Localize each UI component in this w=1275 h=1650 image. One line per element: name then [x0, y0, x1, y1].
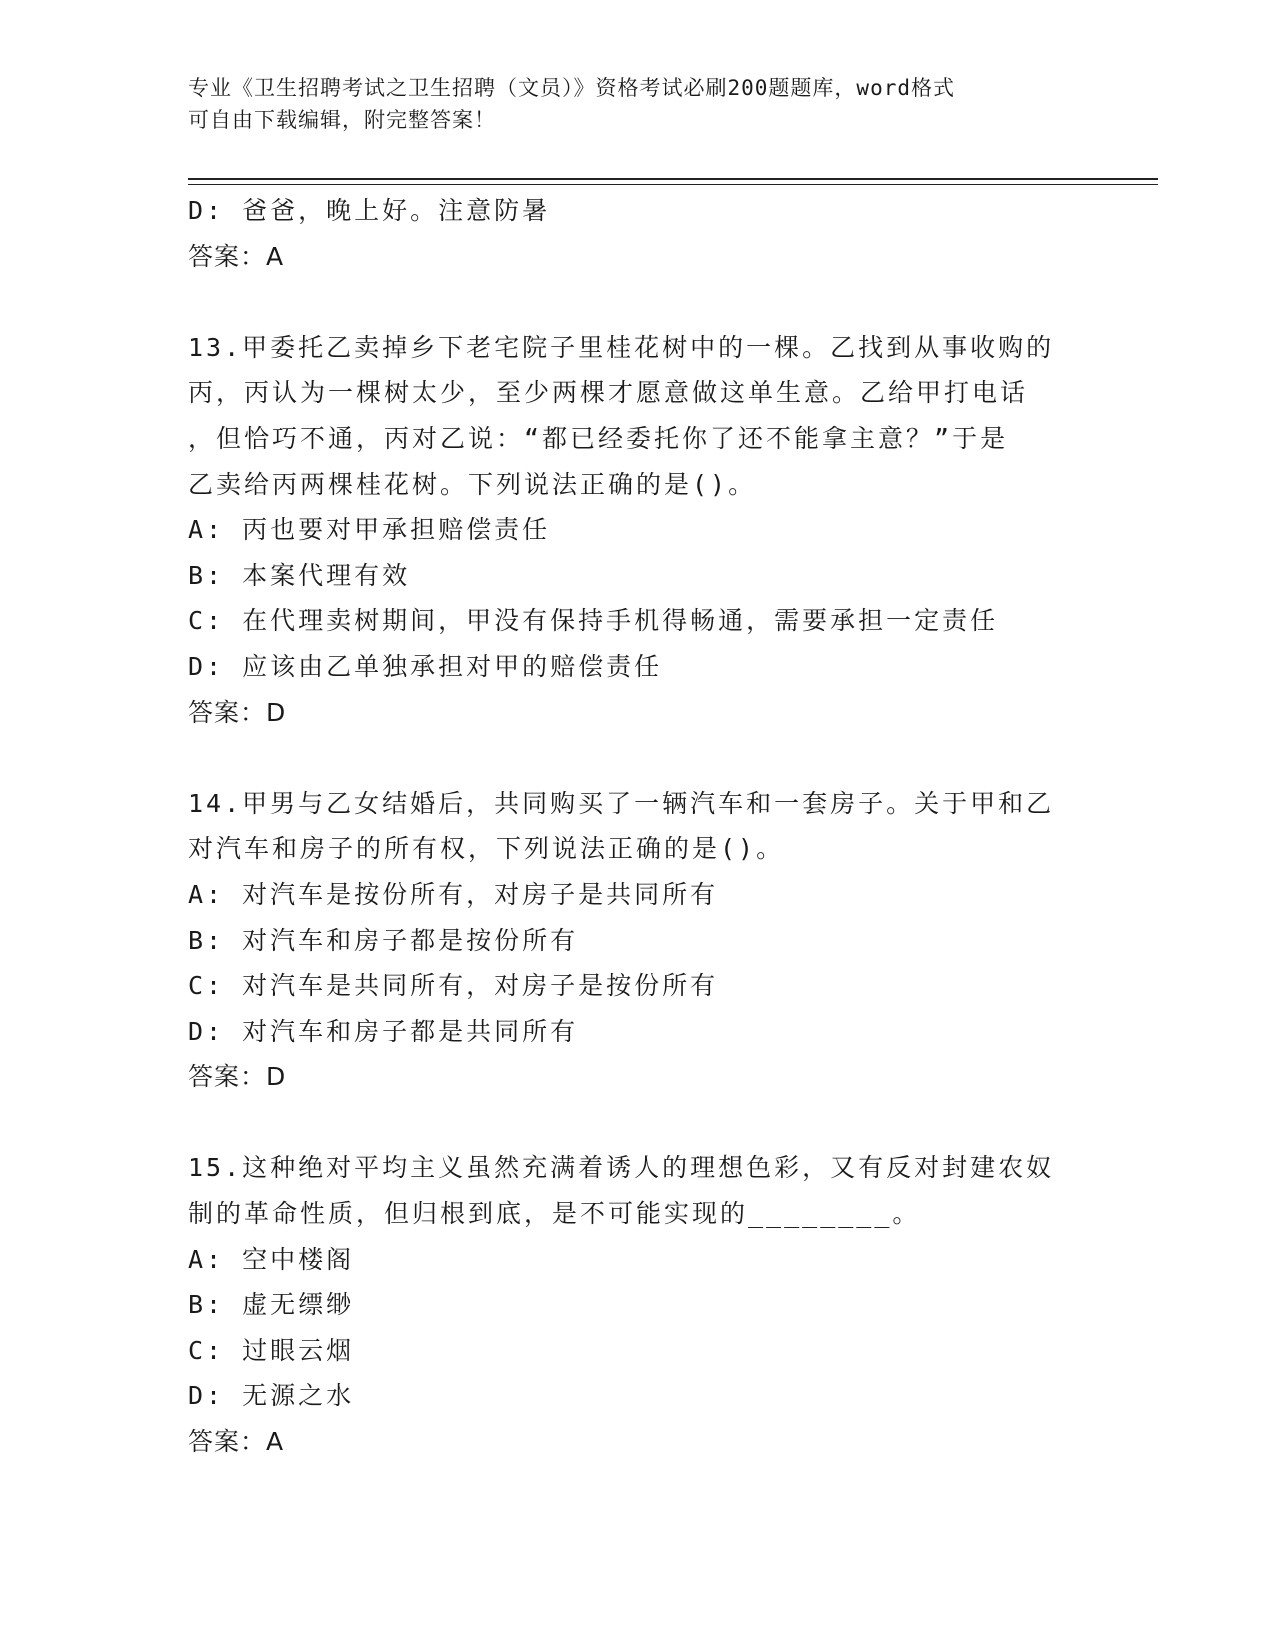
q14-option-a: A: 对汽车是按份所有，对房子是共同所有	[188, 879, 719, 909]
header-rule-thick	[188, 178, 1158, 180]
q13-option-d: D: 应该由乙单独承担对甲的赔偿责任	[188, 651, 663, 681]
q13-option-c: C: 在代理卖树期间，甲没有保持手机得畅通，需要承担一定责任	[188, 606, 999, 636]
q15-stem-line: 制的革命性质，但归根到底，是不可能实现的________。	[188, 1199, 921, 1229]
q13-answer: 答案：D	[188, 697, 287, 727]
q13-stem-line: 13.甲委托乙卖掉乡下老宅院子里桂花树中的一棵。乙找到从事收购的	[188, 332, 1055, 362]
q13-stem-line: 丙，丙认为一棵树太少，至少两棵才愿意做这单生意。乙给甲打电话	[188, 378, 1029, 408]
q15-option-b: B: 虚无缥缈	[188, 1290, 355, 1320]
q12-answer: 答案：A	[188, 241, 285, 271]
q14-option-b: B: 对汽车和房子都是按份所有	[188, 925, 579, 955]
header-rule-thin	[188, 184, 1158, 185]
question-13	[188, 325, 1088, 735]
q13-stem-line: 乙卖给丙两棵桂花树。下列说法正确的是()。	[188, 469, 757, 499]
question-14	[188, 781, 1088, 1100]
q15-stem-line: 15.这种绝对平均主义虽然充满着诱人的理想色彩，又有反对封建农奴	[188, 1153, 1055, 1183]
q13-option-a: A: 丙也要对甲承担赔偿责任	[188, 515, 551, 545]
q15-option-c: C: 过眼云烟	[188, 1335, 355, 1365]
q14-stem-line: 对汽车和房子的所有权，下列说法正确的是()。	[188, 834, 785, 864]
question-15	[188, 1145, 1088, 1464]
q14-answer: 答案：D	[188, 1062, 287, 1092]
q13-stem-line: ，但恰巧不通，丙对乙说：“都已经委托你了还不能拿主意？”于是	[188, 423, 1009, 453]
q13-option-b: B: 本案代理有效	[188, 560, 411, 590]
header-line-1: 专业《卫生招聘考试之卫生招聘（文员）》资格考试必刷200题题库，word格式	[188, 76, 955, 100]
header-line-2: 可自由下载编辑，附完整答案！	[188, 108, 496, 132]
q14-option-c: C: 对汽车是共同所有，对房子是按份所有	[188, 971, 719, 1001]
q15-option-d: D: 无源之水	[188, 1381, 355, 1411]
page-header	[188, 72, 1088, 136]
q14-option-d: D: 对汽车和房子都是共同所有	[188, 1016, 579, 1046]
q12-option-d: D: 爸爸，晚上好。注意防暑	[188, 196, 551, 225]
q15-answer: 答案：A	[188, 1427, 285, 1457]
q15-option-a: A: 空中楼阁	[188, 1244, 355, 1274]
q14-stem-line: 14.甲男与乙女结婚后，共同购买了一辆汽车和一套房子。关于甲和乙	[188, 788, 1055, 818]
question-list	[188, 188, 1088, 1465]
